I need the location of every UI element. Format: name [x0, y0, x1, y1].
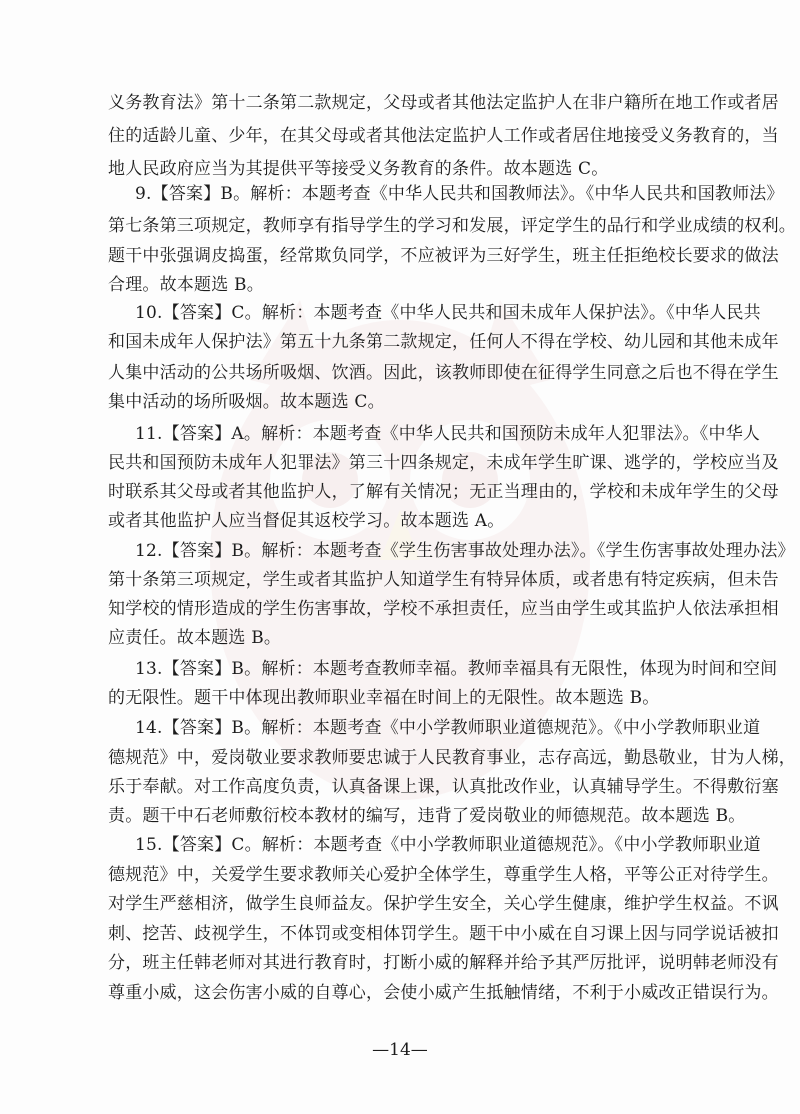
text-line: 集中活动的场所吸烟。故本题选 C。: [108, 392, 385, 412]
text-line: 的无限性。题干中体现出教师职业幸福在时间上的无限性。故本题选 B。: [108, 688, 660, 708]
page-number: —14—: [372, 1040, 428, 1060]
text-line: 应责任。故本题选 B。: [108, 628, 282, 648]
text-line: 第七条第三项规定，教师享有指导学生的学习和发展，评定学生的品行和学业成绩的权利。: [108, 216, 796, 236]
answer-14-first-line: 14.【答案】B。解析：本题考查《中小学教师职业道德规范》。《中小学教师职业道: [135, 718, 761, 738]
text-line: 对学生严慈相济，做学生良师益友。保护学生安全，关心学生健康，维护学生权益。不讽: [108, 894, 779, 914]
text-line: 民共和国预防未成年人犯罪法》第三十四条规定，未成年学生旷课、逃学的，学校应当及: [108, 453, 779, 473]
text-line: 分，班主任韩老师对其进行教育时，打断小威的解释并给予其严厉批评，说明韩老师没有: [108, 953, 779, 973]
text-line: 德规范》中，爱岗敬业要求教师要忠诚于人民教育事业，志存高远，勤恳敬业，甘为人梯，: [108, 748, 796, 768]
text-line: 合理。故本题选 B。: [108, 275, 264, 295]
text-line: 尊重小威，这会伤害小威的自尊心，会使小威产生抵触情绪，不利于小威改正错误行为。: [108, 983, 779, 1003]
answer-11-first-line: 11.【答案】A。解析：本题考查《中华人民共和国预防未成年人犯罪法》。《中华人: [135, 424, 761, 444]
answer-9-first-line: 9.【答案】B。解析：本题考查《中华人民共和国教师法》。《中华人民共和国教师法》: [135, 184, 784, 204]
text-line: 时联系其父母或者其他监护人，了解有关情况；无正当理由的，学校和未成年学生的父母: [108, 482, 779, 502]
text-line: 和国未成年人保护法》第五十九条第二款规定，任何人不得在学校、幼儿园和其他未成年: [108, 332, 779, 352]
text-line: 地人民政府应当为其提供平等接受义务教育的条件。故本题选 C。: [108, 159, 609, 179]
text-line: 或者其他监护人应当督促其返校学习。故本题选 A。: [108, 511, 505, 531]
answer-12-first-line: 12.【答案】B。解析：本题考查《学生伤害事故处理办法》。《学生伤害事故处理办法》: [135, 541, 795, 561]
text-line: 乐于奉献。对工作高度负责，认真备课上课，认真批改作业，认真辅导学生。不得敷衍塞: [108, 777, 779, 797]
text-line: 义务教育法》第十二条第二款规定，父母或者其他法定监护人在非户籍所在地工作或者居: [108, 93, 779, 113]
text-line: 题干中张强调皮捣蛋，经常欺负同学，不应被评为三好学生，班主任拒绝校长要求的做法: [108, 246, 779, 266]
answer-13-first-line: 13.【答案】B。解析：本题考查教师幸福。教师幸福具有无限性，体现为时间和空间: [135, 659, 778, 679]
text-line: 责。题干中石老师敷衍校本教材的编写，违背了爱岗敬业的师德规范。故本题选 B。: [108, 806, 746, 826]
text-line: 人集中活动的公共场所吸烟、饮酒。因此，该教师即使在征得学生同意之后也不得在学生: [108, 363, 779, 383]
text-line: 刺、挖苦、歧视学生，不体罚或变相体罚学生。题干中小威在自习课上因与同学说话被扣: [108, 924, 779, 944]
text-line: 住的适龄儿童、少年，在其父母或者其他法定监护人工作或者居住地接受义务教育的，当: [108, 126, 779, 146]
text-line: 知学校的情形造成的学生伤害事故，学校不承担责任，应当由学生或其监护人依法承担相: [108, 599, 779, 619]
answer-10-first-line: 10.【答案】C。解析：本题考查《中华人民共和国未成年人保护法》。《中华人民共: [135, 303, 761, 323]
answer-15-first-line: 15.【答案】C。解析：本题考查《中小学教师职业道德规范》。《中小学教师职业道: [135, 835, 761, 855]
text-line: 德规范》中，关爱学生要求教师关心爱护全体学生，尊重学生人格，平等公正对待学生。: [108, 865, 779, 885]
text-line: 第十条第三项规定，学生或者其监护人知道学生有特异体质，或者患有特定疾病，但未告: [108, 570, 779, 590]
